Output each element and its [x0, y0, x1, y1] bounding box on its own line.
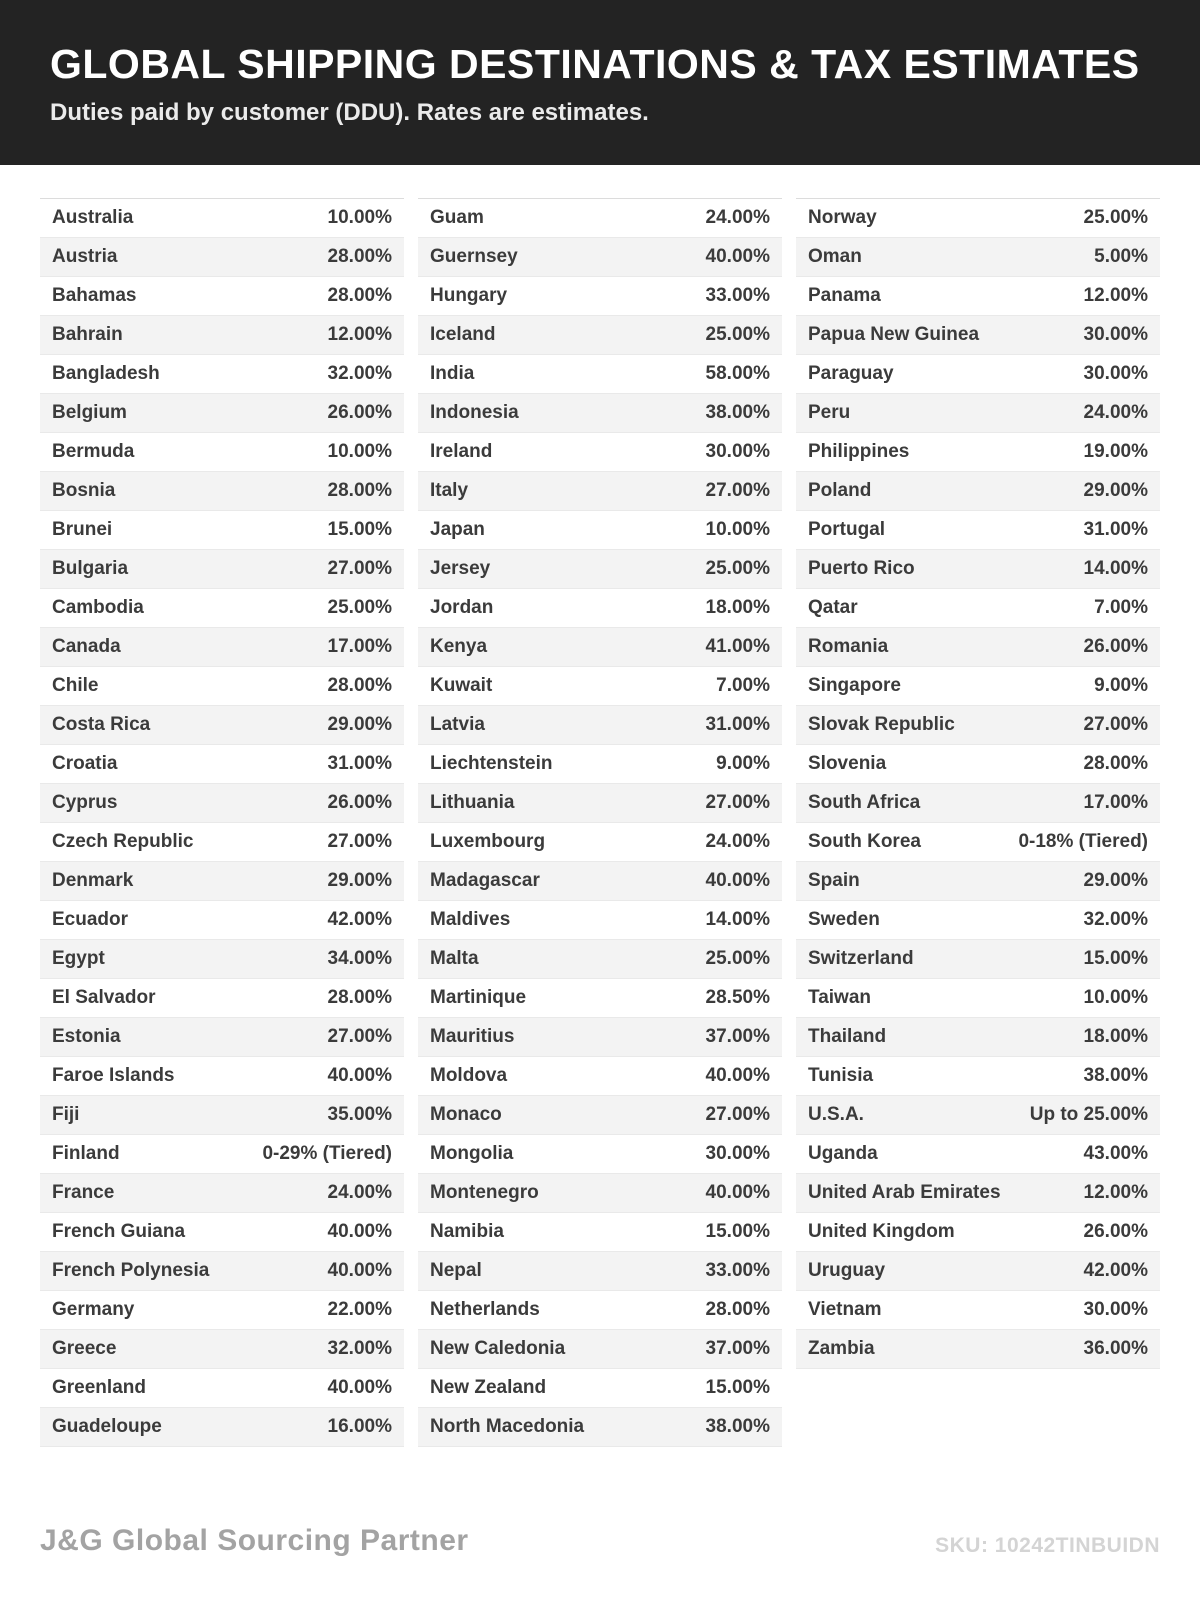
table-row	[418, 1252, 782, 1291]
rate-value: 27.00%	[327, 1026, 392, 1048]
table-row	[418, 1057, 782, 1096]
table-row	[40, 784, 404, 823]
country-label: Bangladesh	[52, 363, 160, 385]
header-banner	[0, 0, 1200, 165]
table-row	[418, 979, 782, 1018]
country-label: Vietnam	[808, 1299, 882, 1321]
rate-value: 30.00%	[1083, 363, 1148, 385]
table-row	[40, 628, 404, 667]
table-row	[796, 862, 1160, 901]
table-row	[418, 1408, 782, 1447]
table-row	[40, 394, 404, 433]
country-label: France	[52, 1182, 115, 1204]
rate-value: 12.00%	[327, 324, 392, 346]
table-row	[40, 901, 404, 940]
table-row	[796, 394, 1160, 433]
rate-value: 40.00%	[705, 1065, 770, 1087]
country-label: South Africa	[808, 792, 921, 814]
country-label: Romania	[808, 636, 889, 658]
rate-value: 24.00%	[705, 831, 770, 853]
table-row	[40, 1213, 404, 1252]
rate-value: 24.00%	[1083, 402, 1148, 424]
country-label: Faroe Islands	[52, 1065, 175, 1087]
rate-value: 30.00%	[1083, 324, 1148, 346]
table-row	[418, 784, 782, 823]
rate-value: 28.00%	[327, 285, 392, 307]
country-label: Japan	[430, 519, 485, 541]
table-row	[40, 823, 404, 862]
rate-value: 29.00%	[327, 870, 392, 892]
rate-value: 31.00%	[705, 714, 770, 736]
rate-value: 28.00%	[1083, 753, 1148, 775]
rate-value: 24.00%	[327, 1182, 392, 1204]
country-label: Greece	[52, 1338, 117, 1360]
country-label: Mauritius	[430, 1026, 515, 1048]
rate-value: 31.00%	[1083, 519, 1148, 541]
table-row	[796, 706, 1160, 745]
country-label: Bahamas	[52, 285, 137, 307]
country-label: Estonia	[52, 1026, 121, 1048]
country-label: Panama	[808, 285, 881, 307]
rate-value: 32.00%	[1083, 909, 1148, 931]
country-label: Malta	[430, 948, 479, 970]
rate-value: 15.00%	[327, 519, 392, 541]
country-label: Paraguay	[808, 363, 894, 385]
country-label: Austria	[52, 246, 118, 268]
table-row	[40, 979, 404, 1018]
country-label: Guadeloupe	[52, 1416, 162, 1438]
table-row	[418, 355, 782, 394]
country-label: United Kingdom	[808, 1221, 955, 1243]
country-label: Bosnia	[52, 480, 116, 502]
country-label: Uruguay	[808, 1260, 886, 1282]
rate-value: 33.00%	[705, 1260, 770, 1282]
country-label: Bermuda	[52, 441, 135, 463]
rate-value: 25.00%	[705, 324, 770, 346]
rate-value: 25.00%	[705, 948, 770, 970]
table-row	[796, 901, 1160, 940]
country-label: Finland	[52, 1143, 120, 1165]
table-row	[418, 862, 782, 901]
rate-value: 22.00%	[327, 1299, 392, 1321]
country-label: Portugal	[808, 519, 886, 541]
table-row	[796, 511, 1160, 550]
table-row	[418, 1369, 782, 1408]
rate-value: 24.00%	[705, 207, 770, 229]
country-label: Bahrain	[52, 324, 123, 346]
table-row	[796, 940, 1160, 979]
rate-value: 12.00%	[1083, 285, 1148, 307]
country-label: Puerto Rico	[808, 558, 915, 580]
rate-value: 31.00%	[327, 753, 392, 775]
country-label: New Zealand	[430, 1377, 547, 1399]
table-row	[40, 511, 404, 550]
rate-value: 27.00%	[705, 1104, 770, 1126]
country-label: Spain	[808, 870, 860, 892]
country-label: Canada	[52, 636, 121, 658]
rate-value: 36.00%	[1083, 1338, 1148, 1360]
table-row	[418, 589, 782, 628]
page-title: GLOBAL SHIPPING DESTINATIONS & TAX ESTIMATES	[50, 41, 1140, 87]
rate-value: 28.00%	[327, 480, 392, 502]
country-label: Hungary	[430, 285, 508, 307]
table-row	[40, 238, 404, 277]
country-label: Bulgaria	[52, 558, 129, 580]
table-row	[40, 1369, 404, 1408]
table-row	[796, 316, 1160, 355]
country-label: Norway	[808, 207, 877, 229]
table-row	[40, 472, 404, 511]
rate-value: 33.00%	[705, 285, 770, 307]
rate-value: 7.00%	[716, 675, 770, 697]
country-label: Maldives	[430, 909, 511, 931]
country-label: Thailand	[808, 1026, 887, 1048]
rate-value: 25.00%	[1083, 207, 1148, 229]
rate-value: 42.00%	[327, 909, 392, 931]
rate-value: 15.00%	[705, 1377, 770, 1399]
country-label: Madagascar	[430, 870, 540, 892]
table-row	[418, 901, 782, 940]
rate-value: 29.00%	[1083, 480, 1148, 502]
rate-value: 10.00%	[705, 519, 770, 541]
rate-value: Up to 25.00%	[1029, 1104, 1148, 1126]
table-row	[40, 940, 404, 979]
country-label: Guam	[430, 207, 484, 229]
table-row	[418, 706, 782, 745]
country-label: Cambodia	[52, 597, 144, 619]
country-label: Mongolia	[430, 1143, 514, 1165]
table-row	[418, 940, 782, 979]
country-label: Taiwan	[808, 987, 871, 1009]
country-label: New Caledonia	[430, 1338, 566, 1360]
table-row	[418, 667, 782, 706]
country-label: United Arab Emirates	[808, 1182, 1001, 1204]
rate-value: 9.00%	[716, 753, 770, 775]
country-label: Tunisia	[808, 1065, 874, 1087]
table-row	[796, 784, 1160, 823]
table-row	[40, 1252, 404, 1291]
table-row	[796, 238, 1160, 277]
country-label: Jordan	[430, 597, 494, 619]
country-label: French Guiana	[52, 1221, 186, 1243]
rate-value: 5.00%	[1094, 246, 1148, 268]
country-label: Greenland	[52, 1377, 146, 1399]
rate-value: 16.00%	[327, 1416, 392, 1438]
rate-value: 9.00%	[1094, 675, 1148, 697]
country-label: North Macedonia	[430, 1416, 585, 1438]
rate-value: 0-18% (Tiered)	[1018, 831, 1148, 853]
brand-name: J&G Global Sourcing Partner	[40, 1524, 469, 1557]
table-row	[418, 745, 782, 784]
country-label: Sweden	[808, 909, 880, 931]
country-label: Liechtenstein	[430, 753, 553, 775]
rate-value: 18.00%	[705, 597, 770, 619]
table-row	[40, 1018, 404, 1057]
rate-value: 10.00%	[327, 441, 392, 463]
rate-value: 26.00%	[327, 402, 392, 424]
country-label: Oman	[808, 246, 862, 268]
country-label: Namibia	[430, 1221, 504, 1243]
table-row	[418, 1174, 782, 1213]
rate-value: 30.00%	[705, 1143, 770, 1165]
table-row	[418, 628, 782, 667]
table-row	[40, 199, 404, 238]
rate-value: 58.00%	[705, 363, 770, 385]
rate-value: 25.00%	[327, 597, 392, 619]
rate-value: 28.50%	[705, 987, 770, 1009]
rate-value: 28.00%	[705, 1299, 770, 1321]
rate-value: 40.00%	[705, 870, 770, 892]
rate-value: 37.00%	[705, 1026, 770, 1048]
rate-value: 17.00%	[1083, 792, 1148, 814]
country-label: Zambia	[808, 1338, 875, 1360]
rate-value: 10.00%	[327, 207, 392, 229]
table-row	[40, 1174, 404, 1213]
table-row	[418, 238, 782, 277]
country-label: Peru	[808, 402, 851, 424]
country-label: Egypt	[52, 948, 105, 970]
rate-value: 40.00%	[327, 1260, 392, 1282]
country-label: Ireland	[430, 441, 493, 463]
country-label: Chile	[52, 675, 99, 697]
country-label: Australia	[52, 207, 134, 229]
country-label: U.S.A.	[808, 1104, 864, 1126]
country-label: Moldova	[430, 1065, 508, 1087]
table-row	[796, 1096, 1160, 1135]
country-label: Luxembourg	[430, 831, 546, 853]
table-row	[40, 316, 404, 355]
table-row	[418, 1330, 782, 1369]
country-label: Philippines	[808, 441, 910, 463]
rate-value: 10.00%	[1083, 987, 1148, 1009]
country-label: Kenya	[430, 636, 488, 658]
rate-value: 27.00%	[327, 558, 392, 580]
table-row	[418, 823, 782, 862]
country-label: Kuwait	[430, 675, 493, 697]
country-label: Switzerland	[808, 948, 914, 970]
table-row	[40, 1135, 404, 1174]
country-label: Jersey	[430, 558, 491, 580]
rate-value: 0-29% (Tiered)	[262, 1143, 392, 1165]
table-row	[418, 1291, 782, 1330]
footer	[0, 1524, 1200, 1600]
country-label: Cyprus	[52, 792, 118, 814]
country-label: Belgium	[52, 402, 127, 424]
table-row	[796, 472, 1160, 511]
rate-value: 25.00%	[705, 558, 770, 580]
table-row	[418, 1018, 782, 1057]
rate-value: 43.00%	[1083, 1143, 1148, 1165]
table-row	[796, 823, 1160, 862]
country-label: Poland	[808, 480, 872, 502]
rate-value: 27.00%	[327, 831, 392, 853]
rate-value: 42.00%	[1083, 1260, 1148, 1282]
rate-value: 37.00%	[705, 1338, 770, 1360]
table-row	[418, 199, 782, 238]
country-label: Qatar	[808, 597, 858, 619]
rate-value: 38.00%	[705, 1416, 770, 1438]
table-row	[40, 277, 404, 316]
country-label: Monaco	[430, 1104, 502, 1126]
table-row	[418, 550, 782, 589]
table-row	[796, 1057, 1160, 1096]
table-row	[40, 1057, 404, 1096]
country-label: Slovak Republic	[808, 714, 955, 736]
rate-value: 35.00%	[327, 1104, 392, 1126]
country-label: Nepal	[430, 1260, 482, 1282]
rate-column	[40, 198, 404, 1447]
country-label: El Salvador	[52, 987, 156, 1009]
table-row	[796, 979, 1160, 1018]
table-row	[796, 1018, 1160, 1057]
rate-value: 30.00%	[705, 441, 770, 463]
rate-value: 14.00%	[705, 909, 770, 931]
country-label: Denmark	[52, 870, 134, 892]
rate-value: 27.00%	[705, 480, 770, 502]
rate-value: 41.00%	[705, 636, 770, 658]
rate-value: 38.00%	[1083, 1065, 1148, 1087]
country-label: Lithuania	[430, 792, 515, 814]
table-row	[418, 1135, 782, 1174]
country-label: Costa Rica	[52, 714, 151, 736]
rate-value: 28.00%	[327, 246, 392, 268]
table-row	[796, 1135, 1160, 1174]
country-label: Ecuador	[52, 909, 129, 931]
rate-value: 19.00%	[1083, 441, 1148, 463]
table-row	[796, 199, 1160, 238]
table-row	[40, 433, 404, 472]
rate-value: 17.00%	[327, 636, 392, 658]
table-row	[40, 589, 404, 628]
table-row	[796, 1291, 1160, 1330]
rate-value: 26.00%	[1083, 636, 1148, 658]
rate-column	[796, 198, 1160, 1369]
country-label: Netherlands	[430, 1299, 540, 1321]
rate-value: 26.00%	[327, 792, 392, 814]
rate-value: 34.00%	[327, 948, 392, 970]
table-row	[796, 1330, 1160, 1369]
rate-value: 26.00%	[1083, 1221, 1148, 1243]
rate-value: 28.00%	[327, 987, 392, 1009]
table-row	[796, 550, 1160, 589]
table-row	[418, 394, 782, 433]
table-row	[796, 433, 1160, 472]
table-row	[796, 667, 1160, 706]
country-label: Martinique	[430, 987, 527, 1009]
rate-column	[418, 198, 782, 1447]
table-row	[40, 1096, 404, 1135]
table-row	[40, 862, 404, 901]
country-label: Latvia	[430, 714, 485, 736]
country-label: Slovenia	[808, 753, 887, 775]
table-row	[418, 277, 782, 316]
table-row	[796, 589, 1160, 628]
rate-value: 38.00%	[705, 402, 770, 424]
table-row	[40, 745, 404, 784]
country-label: Italy	[430, 480, 469, 502]
country-label: Singapore	[808, 675, 901, 697]
country-label: Indonesia	[430, 402, 519, 424]
table-row	[796, 628, 1160, 667]
rate-value: 12.00%	[1083, 1182, 1148, 1204]
rate-value: 30.00%	[1083, 1299, 1148, 1321]
table-row	[796, 1174, 1160, 1213]
country-label: Fiji	[52, 1104, 80, 1126]
rate-value: 15.00%	[705, 1221, 770, 1243]
table-row	[40, 667, 404, 706]
rate-value: 40.00%	[705, 246, 770, 268]
table-row	[418, 511, 782, 550]
country-label: Croatia	[52, 753, 118, 775]
rate-value: 40.00%	[327, 1221, 392, 1243]
rate-value: 29.00%	[1083, 870, 1148, 892]
country-label: South Korea	[808, 831, 921, 853]
table-row	[418, 472, 782, 511]
country-label: French Polynesia	[52, 1260, 210, 1282]
table-row	[418, 316, 782, 355]
rates-table	[0, 165, 1200, 1447]
rate-value: 32.00%	[327, 1338, 392, 1360]
rate-value: 27.00%	[705, 792, 770, 814]
rate-value: 7.00%	[1094, 597, 1148, 619]
country-label: Germany	[52, 1299, 135, 1321]
table-row	[40, 1291, 404, 1330]
rate-value: 40.00%	[327, 1065, 392, 1087]
table-row	[418, 1213, 782, 1252]
table-row	[40, 355, 404, 394]
rate-value: 29.00%	[327, 714, 392, 736]
country-label: Montenegro	[430, 1182, 539, 1204]
country-label: Brunei	[52, 519, 113, 541]
table-row	[796, 277, 1160, 316]
rate-value: 27.00%	[1083, 714, 1148, 736]
country-label: Iceland	[430, 324, 496, 346]
rate-value: 28.00%	[327, 675, 392, 697]
table-row	[418, 433, 782, 472]
rate-value: 32.00%	[327, 363, 392, 385]
page-subtitle: Duties paid by customer (DDU). Rates are estimates.	[50, 99, 649, 127]
country-label: India	[430, 363, 475, 385]
table-row	[40, 706, 404, 745]
rate-value: 40.00%	[327, 1377, 392, 1399]
rate-value: 15.00%	[1083, 948, 1148, 970]
table-row	[40, 1330, 404, 1369]
country-label: Czech Republic	[52, 831, 194, 853]
table-row	[796, 1252, 1160, 1291]
rate-value: 40.00%	[705, 1182, 770, 1204]
country-label: Uganda	[808, 1143, 878, 1165]
table-row	[40, 550, 404, 589]
rate-value: 14.00%	[1083, 558, 1148, 580]
table-row	[796, 745, 1160, 784]
table-row	[40, 1408, 404, 1447]
rate-value: 18.00%	[1083, 1026, 1148, 1048]
country-label: Guernsey	[430, 246, 518, 268]
sku-label: SKU: 10242TINBUIDN	[935, 1534, 1160, 1557]
table-row	[796, 355, 1160, 394]
table-row	[418, 1096, 782, 1135]
table-row	[796, 1213, 1160, 1252]
country-label: Papua New Guinea	[808, 324, 980, 346]
